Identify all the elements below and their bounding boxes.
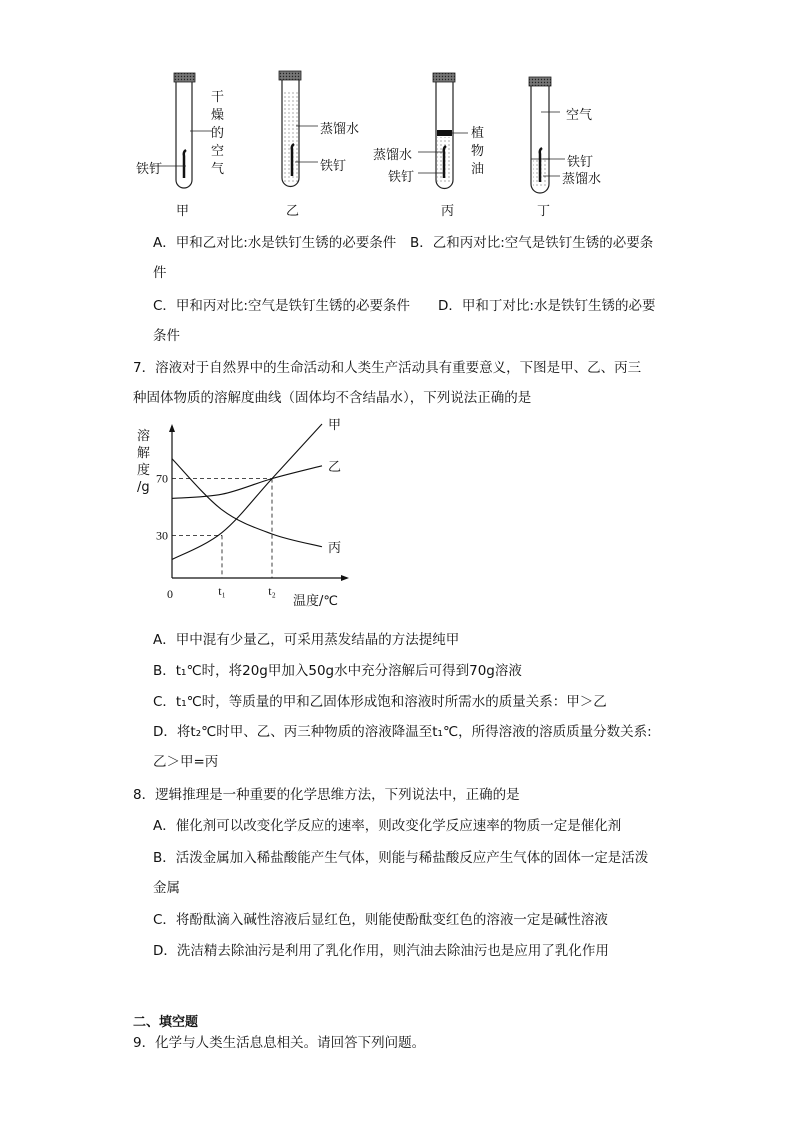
x-axis-arrow xyxy=(341,575,349,581)
q8-option-c: C．将酚酞滴入碱性溶液后显红色，则能使酚酞变红色的溶液一定是碱性溶液 xyxy=(153,912,608,928)
y-tick-label: 70 xyxy=(156,471,168,486)
label-water-ding: 蒸馏水 xyxy=(562,172,602,187)
chart-ylabel-char: 解 xyxy=(137,446,151,461)
label-air-ding: 空气 xyxy=(566,108,593,123)
q7-stem-line2: 种固体物质的溶解度曲线（固体均不含结晶水），下列说法正确的是 xyxy=(133,390,532,406)
label-plant-oil xyxy=(471,125,484,179)
label-plant-oil-char: 植 xyxy=(471,126,485,141)
q8-option-b: B．活泼金属加入稀盐酸能产生气体，则能与稀盐酸反应产生气体的固体一定是活泼 xyxy=(153,850,649,866)
q7-option-c: C．t₁℃时，等质量的甲和乙固体形成饱和溶液时所需水的质量关系：甲＞乙 xyxy=(153,694,607,710)
q8-option-a: A．催化剂可以改变化学反应的速率，则改变化学反应速率的物质一定是催化剂 xyxy=(153,818,622,834)
label-dry-air-char: 空 xyxy=(211,144,225,159)
series-label-2: 乙 xyxy=(328,459,342,475)
q7-option-d: D．将t₂℃时甲、乙、丙三种物质的溶液降温至t₁℃，所得溶液的溶质质量分数关系: xyxy=(153,724,652,740)
section-title: 二、填空题 xyxy=(133,1015,199,1030)
caption-yi: 乙 xyxy=(286,204,300,219)
label-nail-jia: 铁钉 xyxy=(136,162,163,177)
x-tick-label: t₂ xyxy=(268,584,276,598)
series-line-3 xyxy=(172,459,322,547)
q7-option-b: B．t₁℃时，将20g甲加入50g水中充分溶解后可得到70g溶液 xyxy=(153,663,522,679)
iron-nail-jia xyxy=(184,150,186,178)
series-label-1: 甲 xyxy=(328,418,342,433)
q6-option-b-cont: 件 xyxy=(153,265,167,281)
tube-bing xyxy=(418,73,468,189)
q6-option-a: A．甲和乙对比:水是铁钉生锈的必要条件 xyxy=(153,235,397,251)
q7-option-d-cont: 乙＞甲=丙 xyxy=(153,754,219,770)
caption-bing: 丙 xyxy=(441,204,455,219)
series-label-3: 丙 xyxy=(328,540,342,556)
q8-stem: 8．逻辑推理是一种重要的化学思维方法，下列说法中，正确的是 xyxy=(133,787,520,803)
chart-ylabel-char: 度 xyxy=(137,463,151,478)
q8-option-d: D．洗洁精去除油污是利用了乳化作用，则汽油去除油污也是应用了乳化作用 xyxy=(153,943,609,959)
q8-option-b-cont: 金属 xyxy=(153,880,180,896)
q7-stem-line1: 7．溶液对于自然界中的生命活动和人类生产活动具有重要意义，下图是甲、乙、丙三 xyxy=(133,360,642,376)
q6-option-d-cont: 条件 xyxy=(153,328,180,344)
caption-jia: 甲 xyxy=(176,204,190,219)
q7-option-a: A．甲中混有少量乙，可采用蒸发结晶的方法提纯甲 xyxy=(153,632,460,648)
label-plant-oil-char: 油 xyxy=(471,162,485,177)
test-tubes-drawing xyxy=(0,0,794,230)
y-tick-label: 30 xyxy=(156,528,168,543)
chart-origin: 0 xyxy=(167,587,173,601)
label-dry-air-char: 燥 xyxy=(211,108,225,123)
series-line-2 xyxy=(172,466,322,499)
label-nail-bing: 铁钉 xyxy=(388,170,415,185)
y-axis-arrow xyxy=(169,424,175,432)
label-nail-ding: 铁钉 xyxy=(567,155,594,170)
x-tick-label: t₁ xyxy=(218,584,226,598)
chart-xlabel: 温度/℃ xyxy=(293,594,338,609)
label-water-yi: 蒸馏水 xyxy=(320,122,360,137)
chart-ylabel-unit: /g xyxy=(137,480,150,495)
label-dry-air-char: 干 xyxy=(211,90,225,105)
label-water-bing: 蒸馏水 xyxy=(373,148,413,163)
label-dry-air-char: 的 xyxy=(211,126,225,141)
chart-ylabel xyxy=(137,428,150,496)
caption-ding: 丁 xyxy=(537,204,551,219)
label-nail-yi: 铁钉 xyxy=(320,159,347,174)
q6-option-c: C．甲和丙对比:空气是铁钉生锈的必要条件 xyxy=(153,298,410,314)
tube-yi xyxy=(279,71,318,187)
q6-option-d: D．甲和丁对比:水是铁钉生锈的必要 xyxy=(438,298,656,314)
q9-stem: 9．化学与人类生活息息相关。请回答下列问题。 xyxy=(133,1035,426,1051)
label-dry-air-char: 气 xyxy=(211,162,225,177)
chart-ylabel-char: 溶 xyxy=(137,429,151,444)
label-plant-oil-char: 物 xyxy=(471,144,485,159)
q6-option-b: B．乙和丙对比:空气是铁钉生锈的必要条 xyxy=(410,235,654,251)
series-line-1 xyxy=(172,424,322,560)
label-dry-air xyxy=(211,89,224,179)
tube-ding xyxy=(529,77,565,193)
